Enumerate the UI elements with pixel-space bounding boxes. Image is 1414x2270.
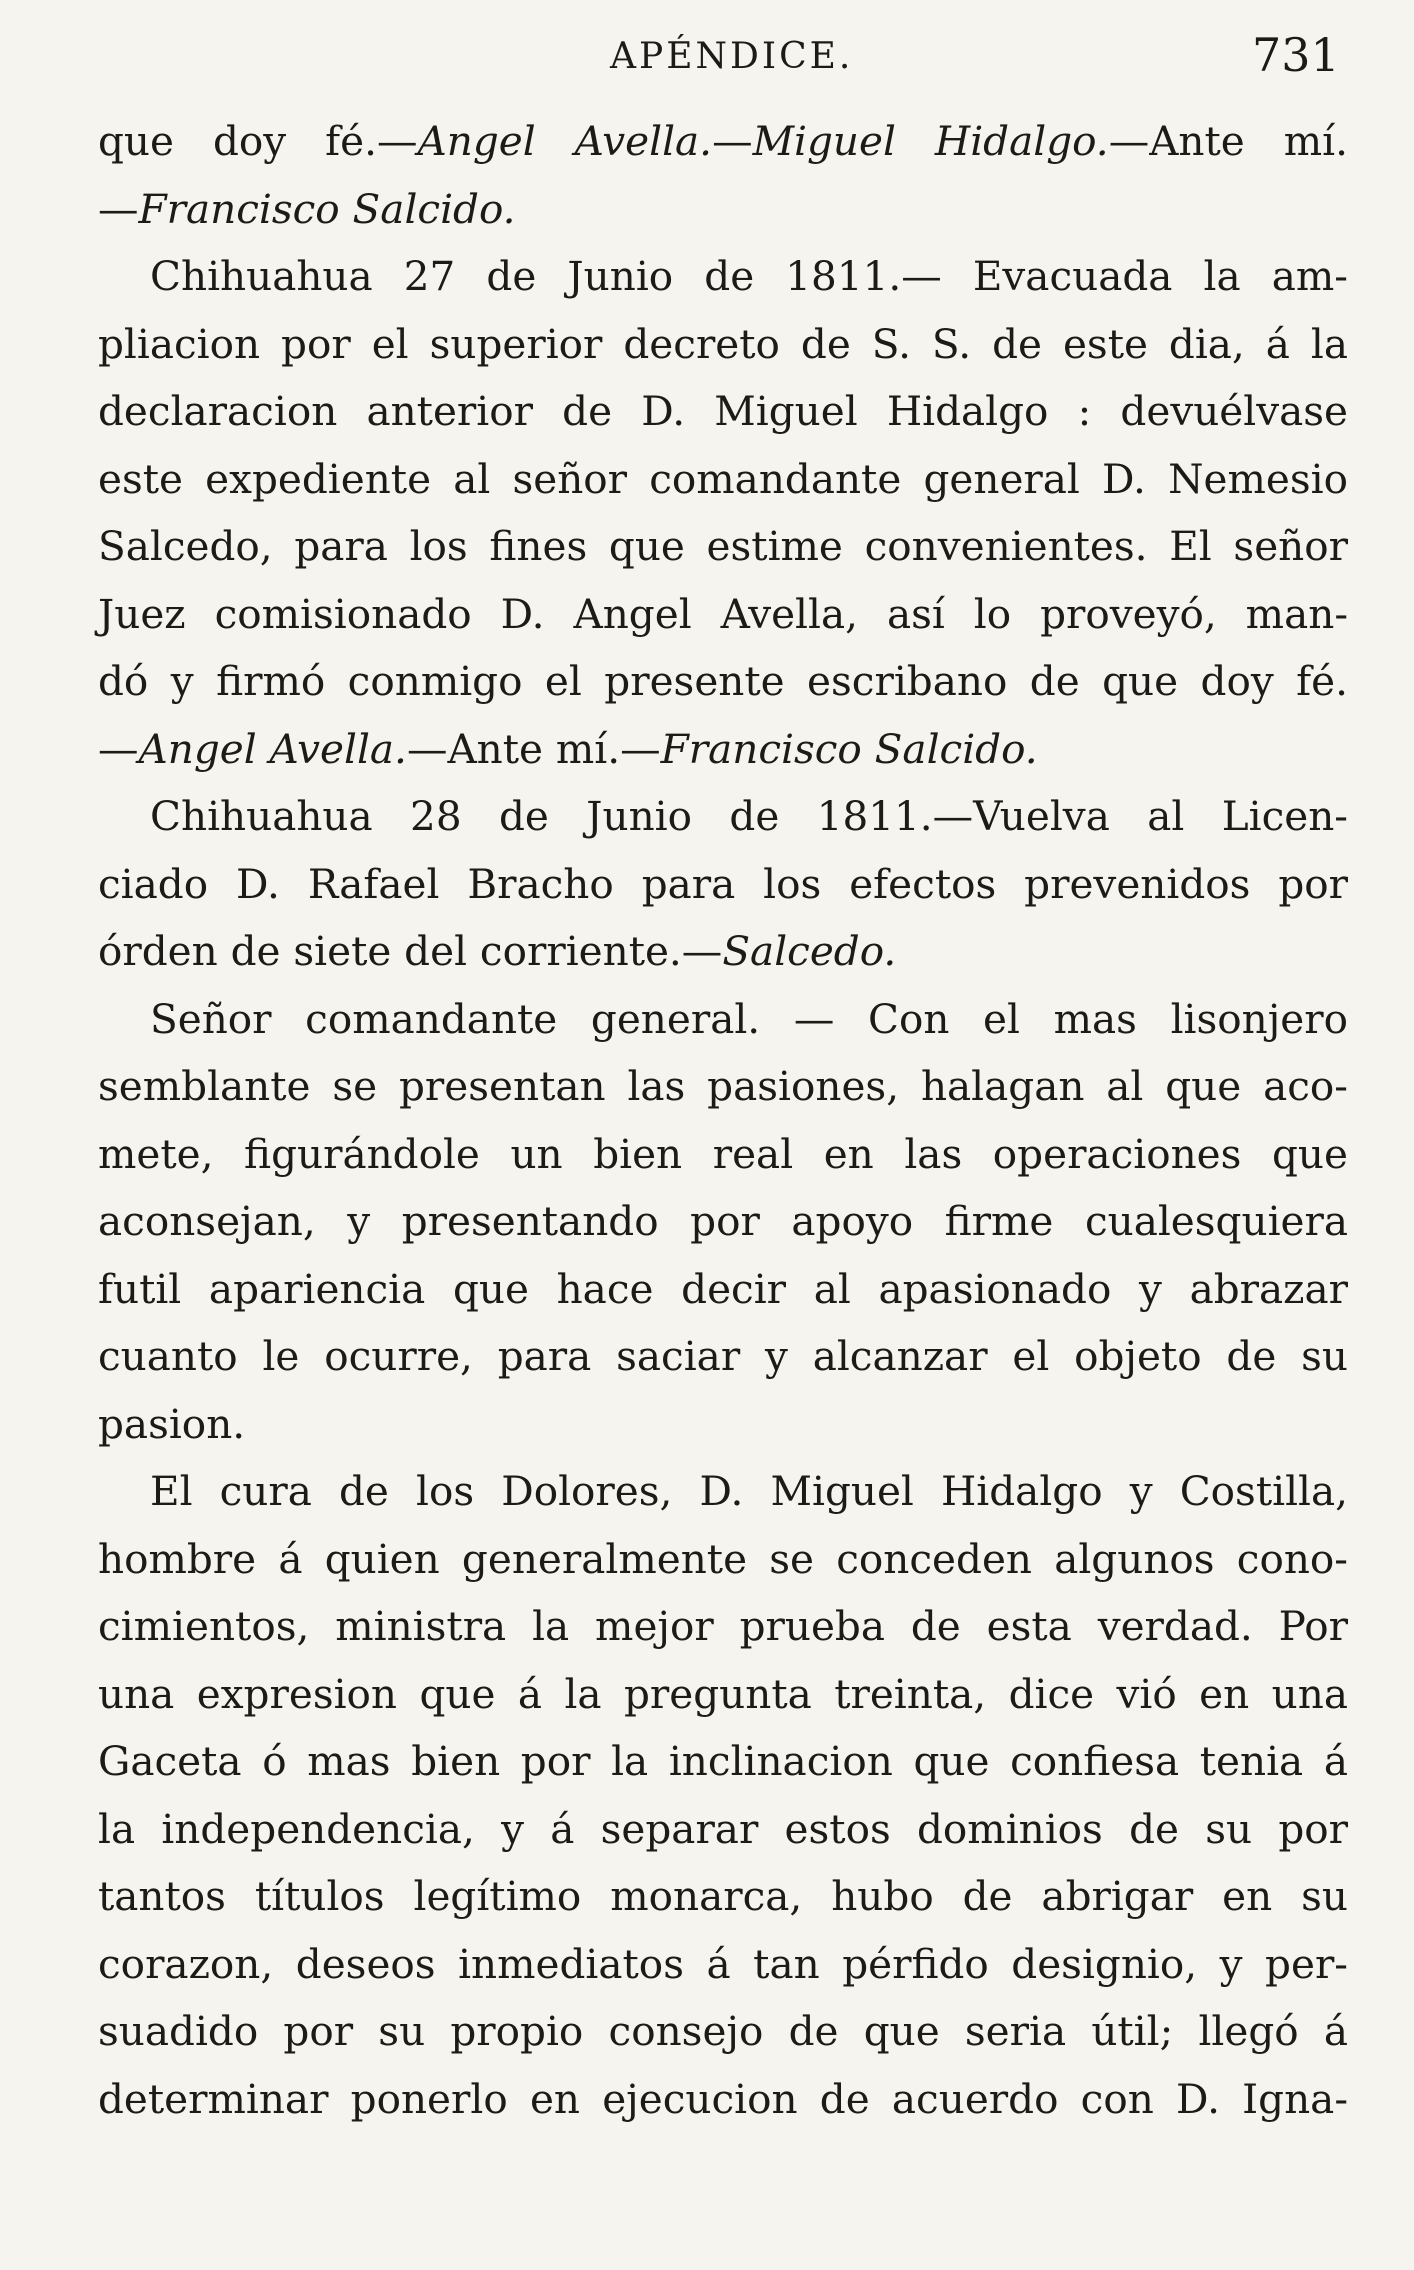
text-line [98, 986, 1348, 1054]
text-line [98, 1188, 1348, 1256]
text-run: hombre á quien generalmente se conceden algunos cono- [98, 1534, 1348, 1583]
text-line [98, 513, 1348, 581]
italic-run: Angel Avella. [417, 117, 713, 165]
text-run: —Ante mí.— [406, 724, 661, 773]
text-line [98, 783, 1348, 851]
text-line [98, 648, 1348, 716]
text-run: semblante se presentan las pasiones, halagan al que aco- [98, 1062, 1348, 1110]
text-run: que doy fé.— [98, 117, 418, 165]
text-line [98, 1661, 1348, 1729]
text-line [98, 1863, 1348, 1931]
page-number: 731 [1252, 28, 1340, 82]
text-run: Gaceta ó mas bien por la inclinacion que confiesa tenia á [98, 1737, 1348, 1785]
text-run: mete, figurándole un bien real en las operaciones que [98, 1129, 1348, 1178]
italic-run: Angel Avella. [138, 724, 407, 773]
text-line [98, 1526, 1348, 1594]
text-run: — [712, 117, 753, 165]
text-line [98, 108, 1348, 176]
text-run: este expediente al señor comandante general D. Nemesio [98, 454, 1348, 503]
text-line [98, 1391, 1348, 1459]
text-run: pliacion por el superior decreto de S. S. de este dia, á la [98, 319, 1348, 368]
text-run: futil apariencia que hace decir al apasionado y abrazar [98, 1264, 1348, 1313]
text-run: dó y firmó conmigo el presente escribano de que doy fé. [98, 657, 1348, 705]
text-run: Chihuahua 27 de Junio de 1811.— Evacuada la am- [150, 252, 1348, 300]
text-line [98, 918, 1348, 986]
text-line [98, 851, 1348, 919]
running-head: APÉNDICE. [610, 36, 854, 77]
text-run: tantos títulos legítimo monarca, hubo de abrigar en su [98, 1872, 1348, 1920]
text-line [98, 311, 1348, 379]
text-run: ciado D. Rafael Bracho para los efectos prevenidos por [98, 859, 1348, 908]
text-run: Juez comisionado D. Angel Avella, así lo proveyó, man- [98, 589, 1348, 638]
page-header [0, 28, 1414, 88]
text-run: El cura de los Dolores, D. Miguel Hidalgo y Costilla, [150, 1467, 1348, 1515]
text-run: Chihuahua 28 de Junio de 1811.—Vuelva al Licen- [150, 792, 1348, 840]
text-line [98, 1458, 1348, 1526]
text-line [98, 1593, 1348, 1661]
text-run: cuanto le ocurre, para saciar y alcanzar el objeto de su [98, 1332, 1348, 1380]
text-line [98, 1256, 1348, 1324]
text-line [98, 176, 1348, 244]
text-run: determinar ponerlo en ejecucion de acuerdo con D. Igna- [98, 2074, 1348, 2123]
text-run: cimientos, ministra la mejor prueba de esta verdad. Por [98, 1602, 1348, 1650]
italic-run: Francisco Salcido. [138, 184, 516, 233]
text-line [98, 2066, 1348, 2134]
text-run: Salcedo, para los fines que estime convenientes. El señor [98, 522, 1348, 570]
text-line [98, 1053, 1348, 1121]
text-run: declaracion anterior de D. Miguel Hidalgo : devuélvase [98, 387, 1348, 435]
text-line [98, 243, 1348, 311]
text-run: una expresion que á la pregunta treinta, dice vió en una [98, 1669, 1348, 1718]
text-run: Señor comandante general. — Con el mas lisonjero [150, 994, 1348, 1043]
text-line [98, 1323, 1348, 1391]
text-run: la independencia, y á separar estos dominios de su por [98, 1804, 1348, 1853]
text-line [98, 1998, 1348, 2066]
italic-run: Miguel Hidalgo. [752, 117, 1109, 165]
text-run: — [98, 184, 139, 233]
text-line [98, 1931, 1348, 1999]
text-line [98, 716, 1348, 784]
text-run: suadido por su propio consejo de que seria útil; llegó á [98, 2007, 1348, 2055]
text-run: — [98, 724, 139, 773]
body-text [98, 108, 1348, 2133]
text-run: pasion. [98, 1399, 246, 1448]
text-line [98, 378, 1348, 446]
text-run: corazon, deseos inmediatos á tan pérfido designio, y per- [98, 1939, 1348, 1988]
text-line [98, 581, 1348, 649]
text-line [98, 446, 1348, 514]
italic-run: Francisco Salcido. [660, 724, 1038, 773]
text-line [98, 1121, 1348, 1189]
text-run: órden de siete del corriente.— [98, 927, 723, 975]
text-line [98, 1728, 1348, 1796]
text-run: aconsejan, y presentando por apoyo firme cualesquiera [98, 1197, 1348, 1245]
italic-run: Salcedo. [722, 927, 897, 975]
text-line [98, 1796, 1348, 1864]
text-run: —Ante mí. [1108, 117, 1348, 165]
